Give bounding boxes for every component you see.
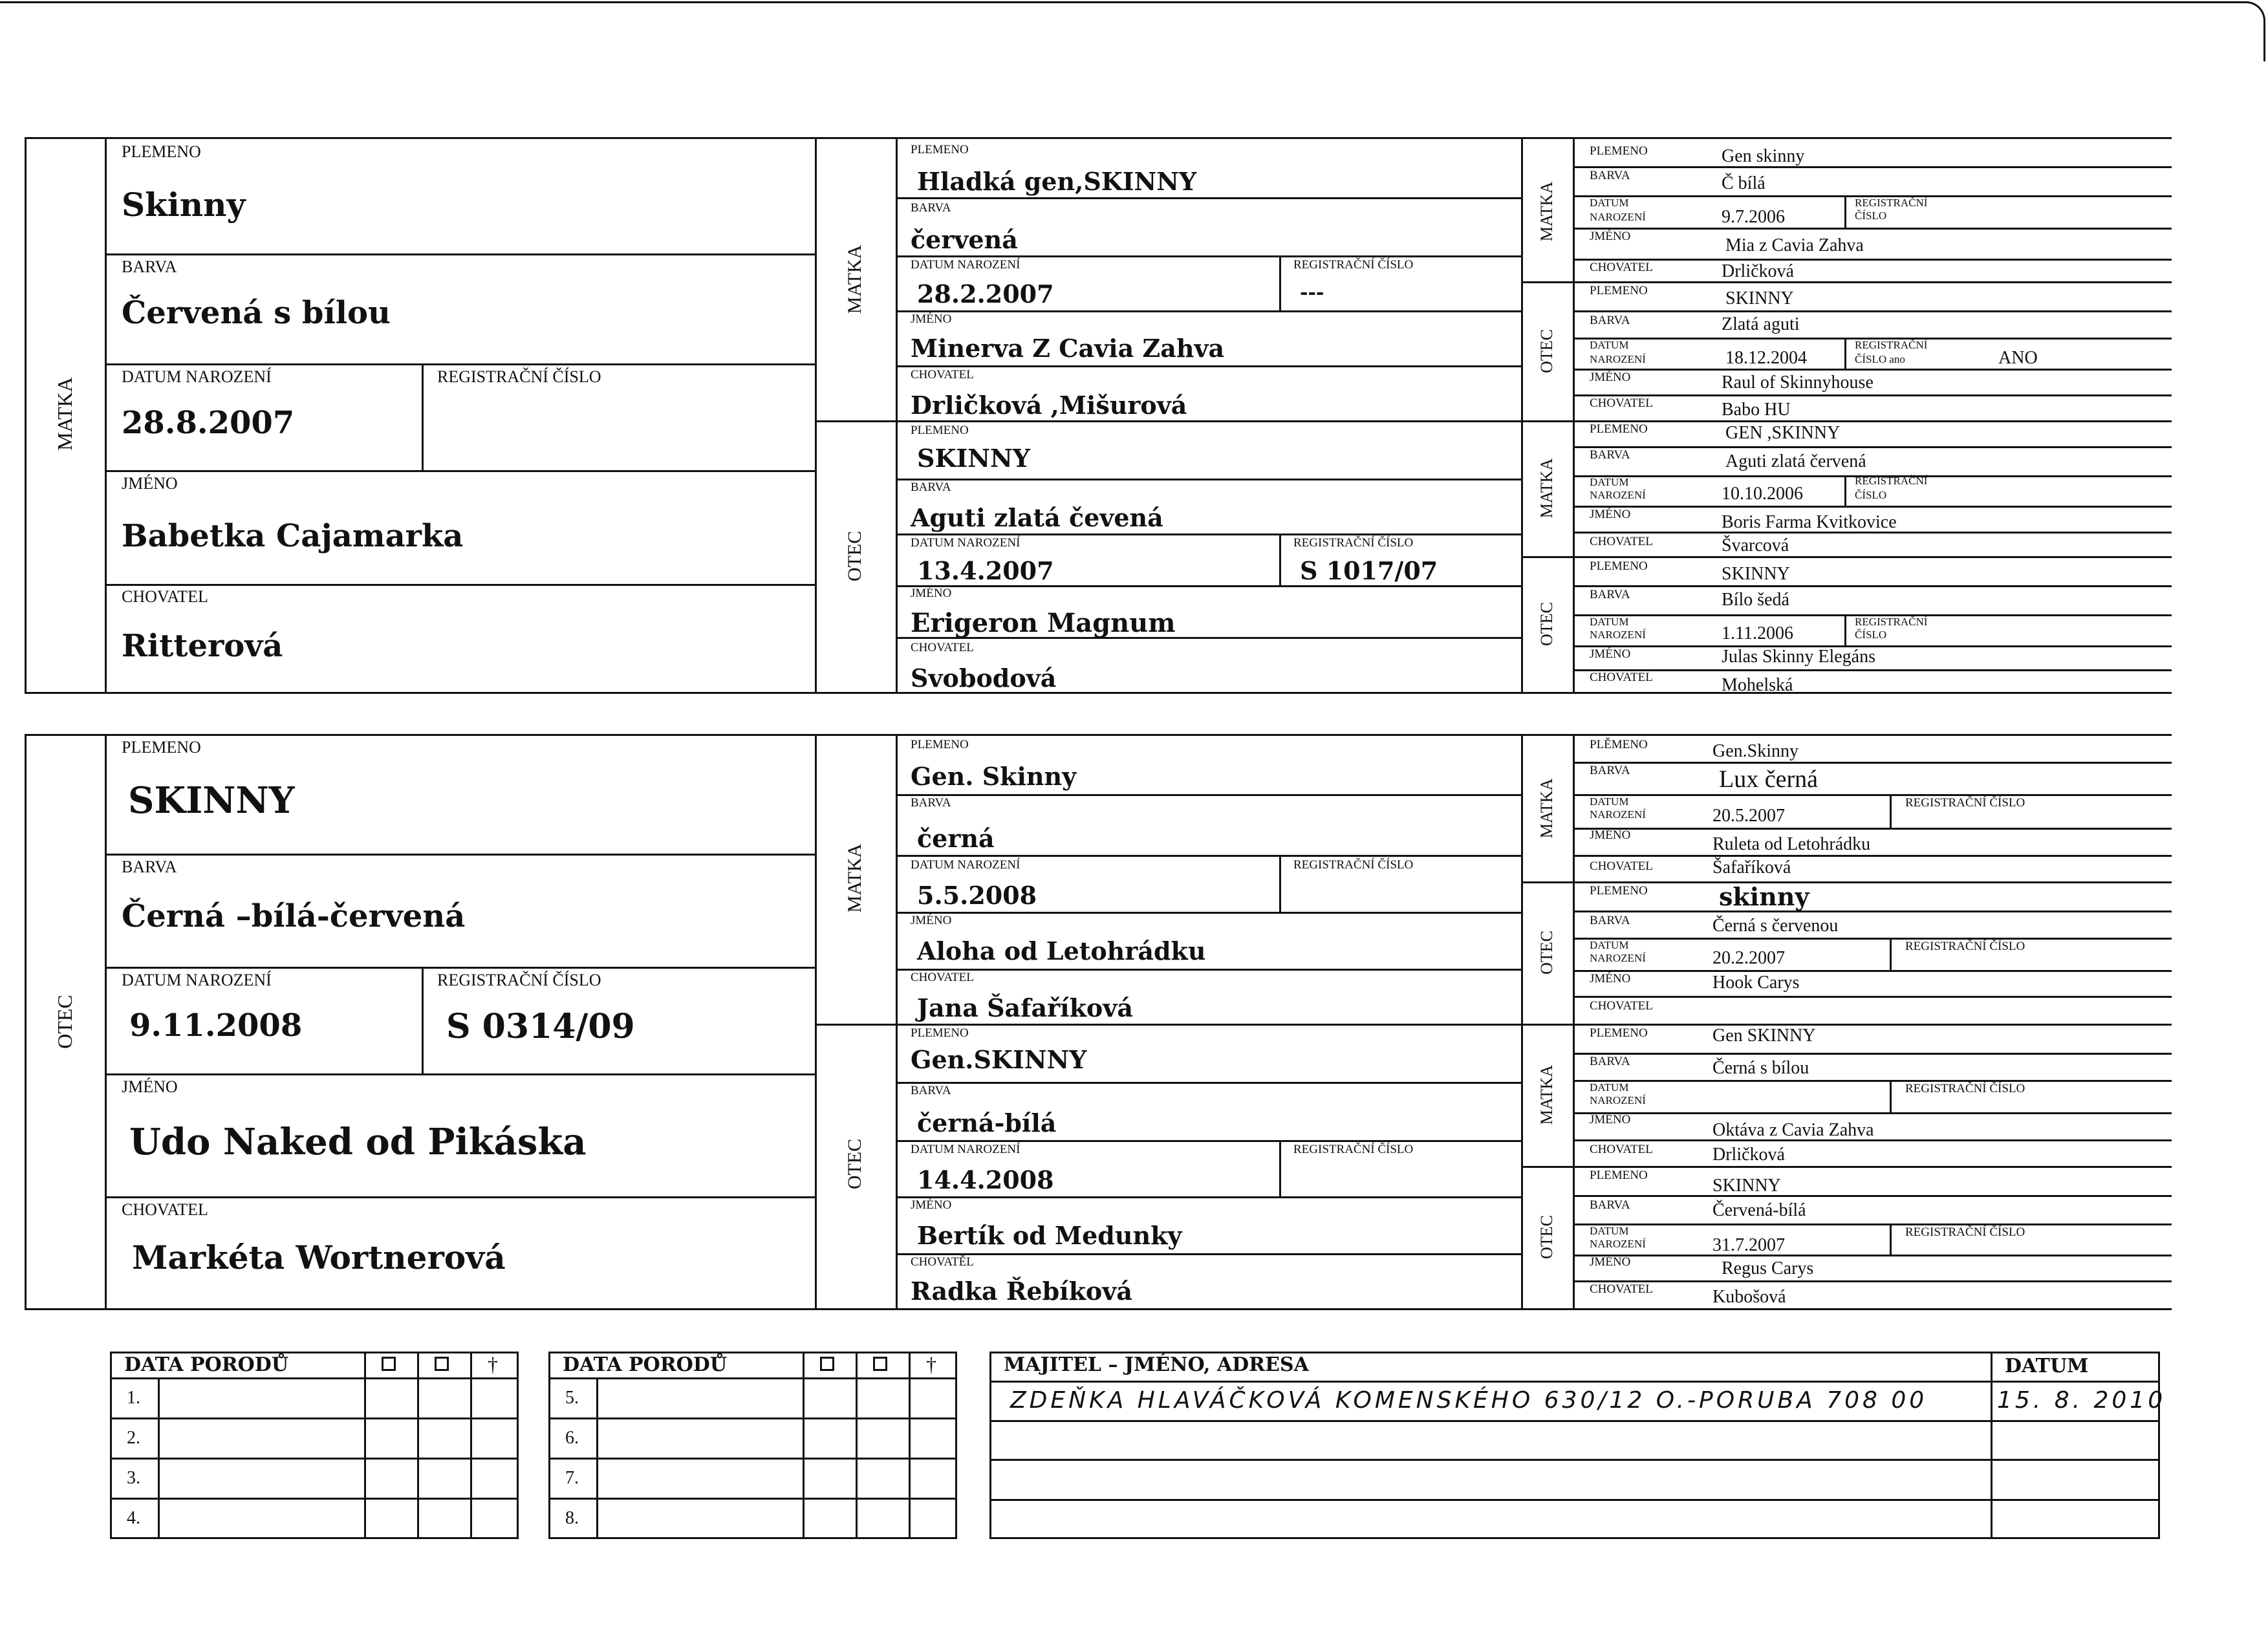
father-plemeno-label: PLEMENO [122,738,201,757]
scan-corner-mark [2225,1,2265,61]
mm-barva-value: červená [911,225,1018,254]
dagger-icon: † [926,1353,936,1376]
mm-jmeno-value: Minerva Z Cavia Zahva [911,334,1225,363]
litter-male-checkbox[interactable] [382,1357,396,1371]
father-datum-label: DATUM NAROZENÍ [122,971,272,989]
mother-matka-side-label: MATKA [844,244,865,314]
mo-plemeno-value: SKINNY [917,444,1030,473]
father-plemeno-value: SKINNY [128,779,295,822]
mother-side-label: MATKA [53,377,76,451]
mother-chovatel-value: Ritterová [122,628,283,664]
father-chovatel-label: CHOVATEL [122,1200,208,1219]
mm-datum-value: 28.2.2007 [917,279,1054,308]
mother-reg-label: REGISTRAČNÍ ČÍSLO [437,367,601,386]
mother-otec-side-label: OTEC [844,530,865,582]
mm-reg-value: --- [1300,281,1324,304]
owner-title: MAJITEL – JMÉNO, ADRESA [1004,1353,1309,1376]
mo-jmeno-value: Erigeron Magnum [911,608,1176,638]
fm-chovatel-value: Jana Šafaříková [917,993,1133,1022]
father-reg-value: S 0314/09 [446,1007,635,1046]
fo-barva-value: černá-bílá [917,1108,1057,1137]
mother-barva-label: BARVA [122,257,177,276]
mm-chovatel-value: Drličková ,Mišurová [911,391,1187,420]
scan-top-edge [0,1,2225,3]
fm-jmeno-value: Aloha od Letohrádku [917,936,1206,965]
litter-male-checkbox[interactable] [820,1357,834,1371]
litter-row-label: 7. [565,1468,579,1488]
father-otec-side-label: OTEC [844,1138,865,1190]
litter-row-label: 3. [127,1468,140,1488]
father-jmeno-value: Udo Naked od Pikáska [129,1121,587,1163]
litter-row-label: 8. [565,1508,579,1528]
mother-chovatel-label: CHOVATEL [122,587,208,606]
fo-datum-value: 14.4.2008 [917,1165,1054,1194]
mother-plemeno-value: Skinny [122,186,246,224]
mother-barva-value: Červená s bílou [122,295,391,331]
mo-datum-value: 13.4.2007 [917,556,1054,585]
mother-datum-value: 28.8.2007 [122,405,295,441]
owner-date-label: DATUM [2005,1355,2089,1377]
father-barva-value: Černá –bílá-červená [122,898,466,934]
father-reg-label: REGISTRAČNÍ ČÍSLO [437,971,601,989]
owner-entry-handwritten: ZDEŇKA HLAVÁČKOVÁ KOMENSKÉHO 630/12 O.-PORUBA 708 00 [1010,1387,1928,1414]
litter-row-label: 2. [127,1428,140,1448]
fo-plemeno-value: Gen.SKINNY [911,1045,1087,1074]
litter-row-label: 5. [565,1388,579,1408]
mo-reg-value: S 1017/07 [1300,556,1438,585]
fo-jmeno-value: Bertík od Medunky [917,1221,1182,1250]
fm-plemeno-value: Gen. Skinny [911,762,1077,791]
fm-datum-value: 5.5.2008 [917,881,1037,910]
father-chovatel-value: Markéta Wortnerová [132,1238,506,1277]
fo-chovatel-value: Radka Řebíková [911,1277,1132,1306]
litters-right-title: DATA PORODŮ [563,1353,727,1376]
litters-left-title: DATA PORODŮ [124,1353,288,1376]
litter-row-label: 4. [127,1508,140,1528]
litter-female-checkbox[interactable] [435,1357,449,1371]
mo-barva-value: Aguti zlatá čevená [911,503,1163,532]
mother-datum-label: DATUM NAROZENÍ [122,367,272,386]
father-datum-value: 9.11.2008 [129,1008,303,1044]
litter-row-label: 1. [127,1388,140,1408]
mo-chovatel-value: Svobodová [911,663,1057,693]
mother-jmeno-value: Babetka Cajamarka [122,518,464,554]
dagger-icon: † [488,1353,498,1376]
father-side-label: OTEC [53,995,76,1049]
father-barva-label: BARVA [122,857,177,876]
father-matka-side-label: MATKA [844,843,865,913]
mother-plemeno-label: PLEMENO [122,142,201,161]
father-jmeno-label: JMÉNO [122,1077,178,1096]
fm-barva-value: černá [917,824,995,853]
litter-row-label: 6. [565,1428,579,1448]
litter-female-checkbox[interactable] [873,1357,887,1371]
mm-plemeno-value: Hladká gen,SKINNY [917,167,1197,196]
owner-date-handwritten: 15. 8. 2010 [1997,1387,2166,1414]
mother-jmeno-label: JMÉNO [122,474,178,493]
